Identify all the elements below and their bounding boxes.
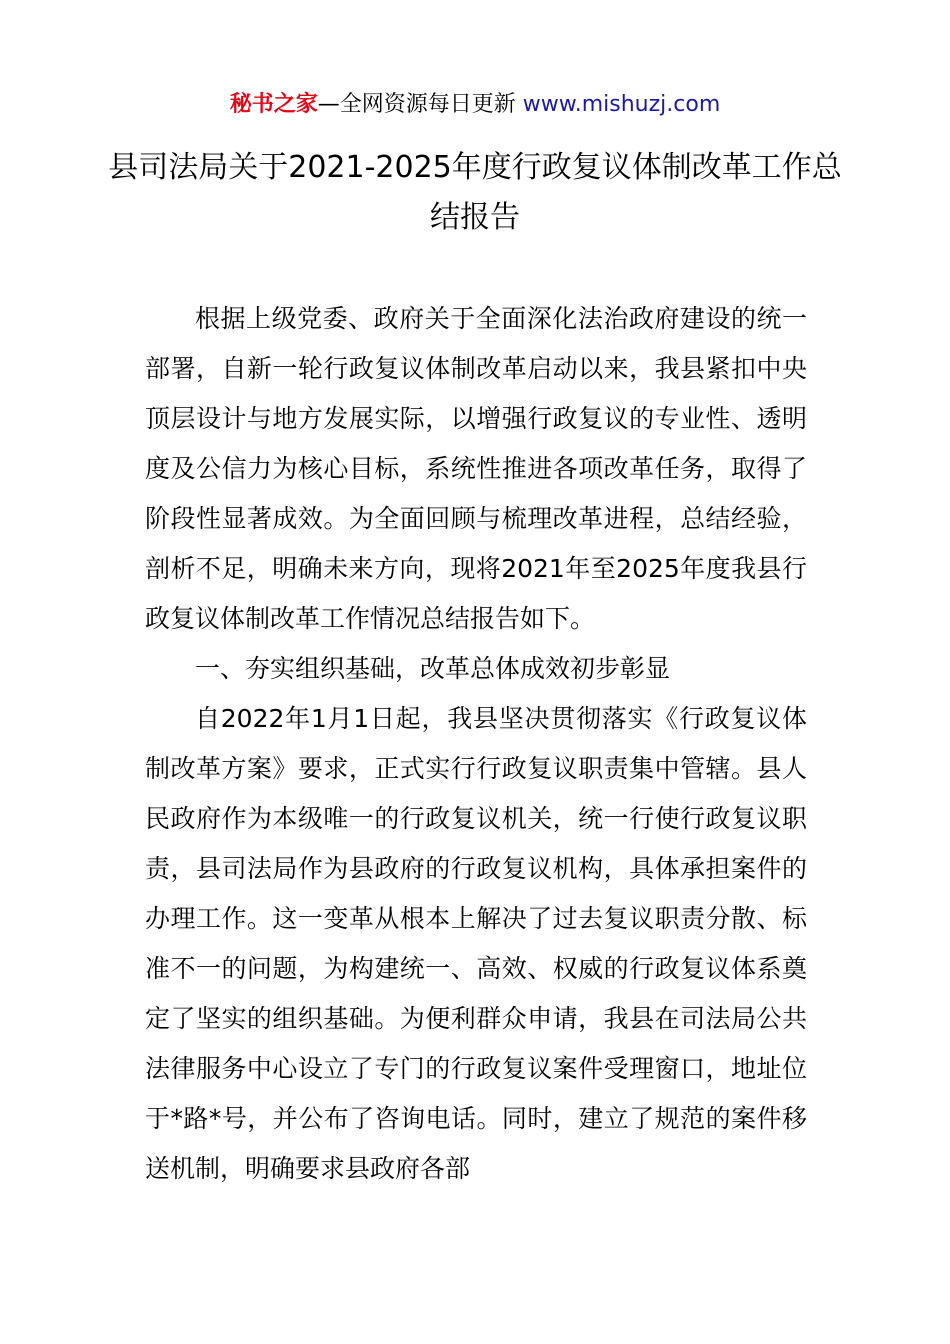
intro-paragraph: 根据上级党委、政府关于全面深化法治政府建设的统一部署，自新一轮行政复议体制改革启动以来，我县紧扣中央顶层设计与地方发展实际，以增强行政复议的专业性、透明度及公信力为核心目标，系统性推进各项改革任务，取得了阶段性显著成效。为全面回顾与梳理改革进程，总结经验，剖析不足，明确未来方向，现将2021年至2025年度我县行政复议体制改革工作情况总结报告如下。: [145, 304, 807, 633]
section-paragraph: 自2022年1月1日起，我县坚决贯彻落实《行政复议体制改革方案》要求，正式实行行政复议职责集中管辖。县人民政府作为本级唯一的行政复议机关，统一行使行政复议职责，县司法局作为县政府的行政复议机构，具体承担案件的办理工作。这一变革从根本上解决了过去复议职责分散、标准不一的问题，为构建统一、高效、权威的行政复议体系奠定了坚实的组织基础。为便利群众申请，我县在司法局公共法律服务中心设立了专门的行政复议案件受理窗口，地址位于*路*号，并公布了咨询电话。同时，建立了规范的案件移送机制，明确要求县政府各部: [145, 704, 807, 1183]
site-slogan: —全网资源每日更新: [317, 92, 523, 117]
document-title: 县司法局关于2021-2025年度行政复议体制改革工作总结报告: [108, 150, 842, 235]
site-name: 秘书之家: [229, 92, 318, 117]
site-url-link[interactable]: www.mishuzj.com: [522, 92, 721, 117]
document-body: [145, 294, 807, 1194]
section-heading: 一、夯实组织基础，改革总体成效初步彰显: [195, 654, 671, 683]
site-header: [0, 88, 950, 122]
